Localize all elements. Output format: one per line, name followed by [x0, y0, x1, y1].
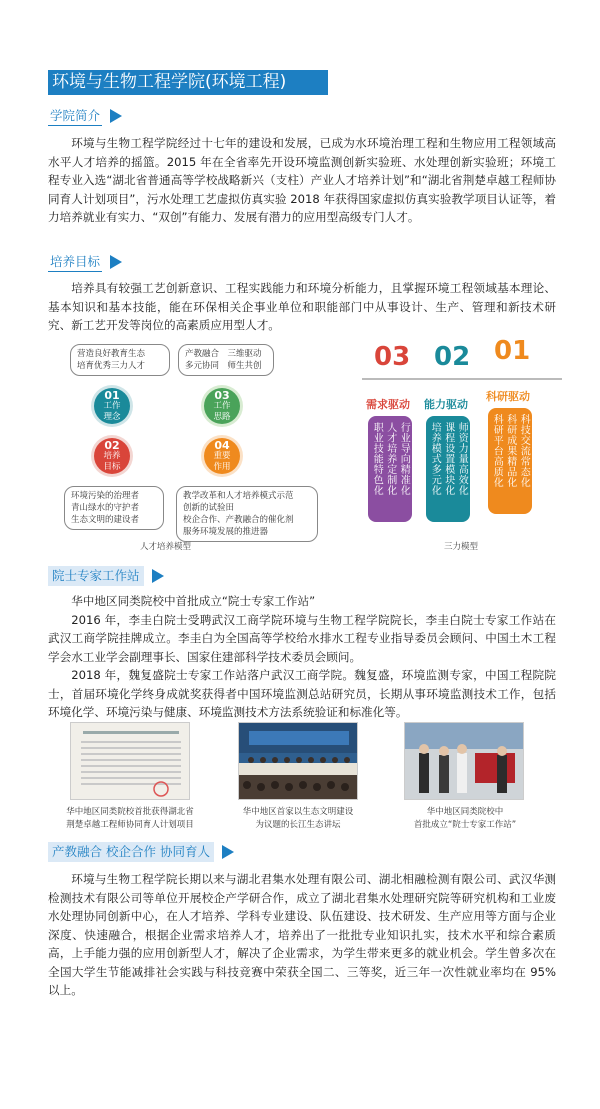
intro-heading-label: 学院简介 [48, 107, 102, 126]
academician-p3: 2018 年，魏复盛院士专家工作站落户武汉工商学院。魏复盛，环境监测专家，中国工程院院士，首届环境化学终身成就奖获得者中国环境监测总站研究员，长期从事环境监测技术工作，包括环境化学、环境污染与健康、环境监测技术方法系统验证和标准化等。 [48, 668, 556, 719]
goal-text: 培养具有较强工艺创新意识、工程实践能力和环境分析能力，且掌握环境工程领域基本理论、基本知识和基本技能，能在环保相关企事业单位和职能部门中从事设计、生产、管理和新技术研究、新工艺开发等岗位的高素质应用型人才。 [48, 281, 556, 332]
circle-03-work-approach: 03 工作 思路 [204, 388, 240, 424]
certificate-image [71, 723, 190, 800]
goal-heading-label: 培养目标 [48, 253, 102, 272]
photo-certificate [70, 722, 190, 800]
talent-box-top-right: 产教融合 三维驱动 多元协同 师生共创 [178, 344, 274, 376]
photo-caption-ceremony: 华中地区同类院校中 首批成立“院士专家工作站” [413, 807, 517, 830]
arrow-right-icon [110, 109, 122, 123]
three-forces-caption: 三力模型 [444, 542, 479, 552]
photo-forum [238, 722, 358, 800]
academician-text [48, 592, 556, 722]
three-forces-diagram [362, 336, 572, 554]
goal-heading [48, 252, 122, 272]
circle-01-work-concept: 01 工作 理念 [94, 388, 130, 424]
driver-box-ability: 培养模式多元化 课程设置模块化 师资力量高效化 [426, 416, 470, 522]
talent-box-bottom-right: 教学改革和人才培养模式示范 创新的试验田 校企合作、产教融合的催化剂 服务环境发展的推进器 [176, 486, 318, 542]
page-title-paren: (环境工程) [205, 72, 287, 92]
driver-box-research: 科研平台高质化 科研成果精品化 科技交流常态化 [488, 408, 532, 514]
arrow-right-icon [222, 845, 234, 859]
page-title [48, 70, 328, 95]
driver-title-ability: 能力驱动 [424, 398, 468, 411]
talent-box-bottom-left: 环境污染的治理者 青山绿水的守护者 生态文明的建设者 [64, 486, 164, 530]
coop-text: 环境与生物工程学院长期以来与湖北君集水处理有限公司、湖北相融检测有限公司、武汉华测检测技术有限公司等单位开展校企产学研合作，成立了湖北君集水处理研究院等研究机构和工业废水处理协同创新中心，在人才培养、学科专业建设、队伍建设、技术研发、生产应用等方面与企业深度、快速融合，根据企业需求培养人才，培养出了一批批专业知识扎实，技术水平和综合素质高，上手能力强的应用创新型人才，解决了企业需求，为学生带来更多的就业机会。学生曾多次在全国大学生节能减排社会实践与科技竞赛中荣获全国二、三等奖，近三年一次性就业率均在 95% 以上。 [48, 872, 556, 997]
photo-ceremony [404, 722, 524, 800]
arrow-right-icon [110, 255, 122, 269]
intro-heading [48, 106, 122, 126]
talent-model-diagram [60, 342, 330, 552]
coop-heading-label: 产教融合 校企合作 协同育人 [48, 842, 214, 862]
coop-heading [48, 842, 234, 862]
driver-title-research: 科研驱动 [486, 390, 530, 403]
photo-caption-certificate: 华中地区同类院校首批获得湖北省 荆楚卓越工程师协同育人计划项目 [66, 807, 194, 830]
academician-p1: 华中地区同类院校中首批成立“院士专家工作站” [71, 594, 316, 608]
academician-heading-label: 院士专家工作站 [48, 566, 144, 586]
driver-title-demand: 需求驱动 [366, 398, 410, 411]
photo-caption-forum: 华中地区首家以生态文明建设 为议题的长江生态讲坛 [242, 807, 354, 830]
forum-image [239, 723, 358, 800]
circle-02-training-goal: 02 培养 目标 [94, 438, 130, 474]
ceremony-image [405, 723, 524, 800]
talent-model-caption: 人才培养模型 [140, 542, 192, 552]
academician-p2: 2016 年，李圭白院士受聘武汉工商学院环境与生物工程学院院长，李圭白院士专家工作站在武汉工商学院挂牌成立。李圭白为全国高等学校给水排水工程专业指导委员会顾问、中国土木工程学会水工业学会副理事长、国家住建部科学技术委员会顾问。 [48, 612, 556, 664]
page-title-main: 环境与生物工程学院 [52, 72, 205, 92]
circle-04-important-role: 04 重要 作用 [204, 438, 240, 474]
talent-box-top-left: 营造良好教育生态 培育优秀三力人才 [70, 344, 170, 376]
driver-num-01: 01 [494, 336, 531, 366]
intro-text: 环境与生物工程学院经过十七年的建设和发展，已成为水环境治理工程和生物应用工程领域高水平人才培养的摇篮。2015 年在全省率先开设环境监测创新实验班、水处理创新实验班；环境工程专业入选“湖北省普通高等学校战略新兴（支柱）产业人才培养计划”和“湖北省荆楚卓越工程师协同育人计划项目”，污水处理工艺虚拟仿真实验 2018 年获得国家虚拟仿真实验教学项目认证等，着力培养就业有实力、“双创”有能力、发展有潜力的应用型高级专门人才。 [48, 136, 556, 224]
driver-num-03: 03 [374, 342, 411, 372]
academician-heading [48, 566, 164, 586]
driver-num-02: 02 [434, 342, 471, 372]
arrow-right-icon [152, 569, 164, 583]
driver-box-demand: 职业技能特色化 人才培养定制化 行业导向精准化 [368, 416, 412, 522]
